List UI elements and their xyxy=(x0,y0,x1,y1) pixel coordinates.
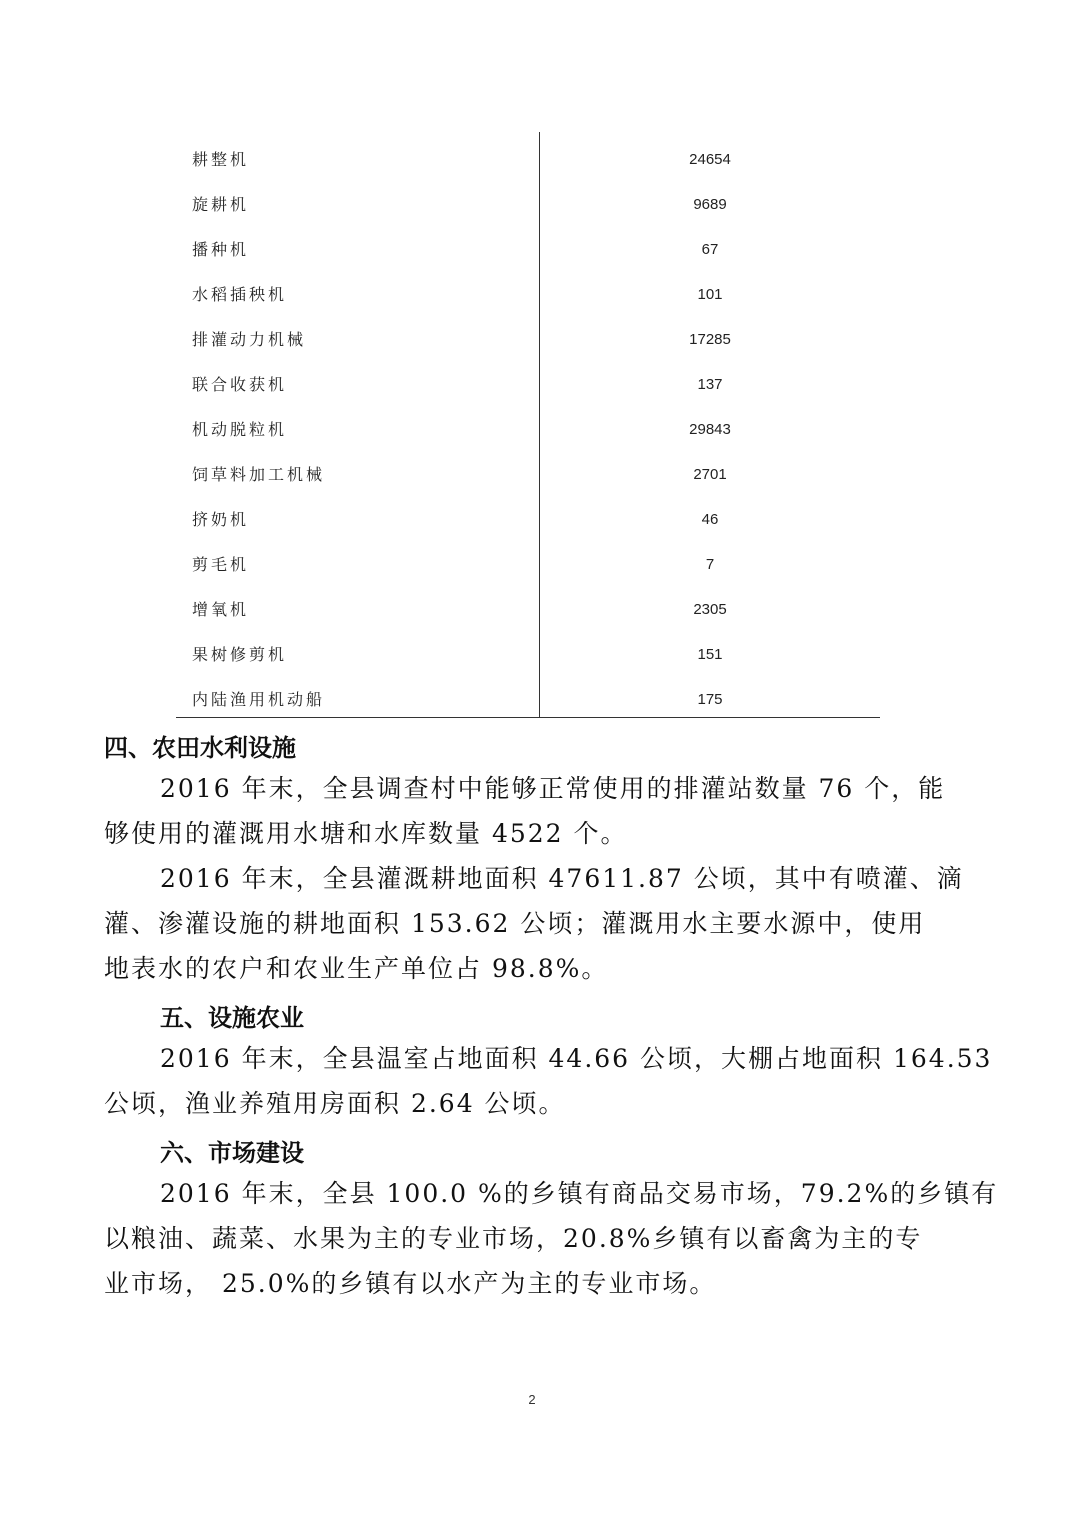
table-row xyxy=(176,542,880,587)
machinery-table xyxy=(176,132,880,718)
paragraph-line: 公顷，渔业养殖用房面积 2.64 公顷。 xyxy=(104,1089,566,1118)
machine-name: 排灌动力机械 xyxy=(192,330,307,349)
machine-name: 水稻插秧机 xyxy=(192,285,288,304)
table-row xyxy=(176,227,880,272)
table-row xyxy=(176,362,880,407)
machine-count: 24654 xyxy=(689,151,731,168)
machine-count: 7 xyxy=(705,556,715,573)
section-heading-market: 六、市场建设 xyxy=(160,1139,304,1167)
table-row xyxy=(176,677,880,722)
machine-name: 机动脱粒机 xyxy=(192,420,288,439)
paragraph-line: 以粮油、蔬菜、水果为主的专业市场，20.8%乡镇有以畜禽为主的专 xyxy=(104,1224,923,1253)
paragraph-line: 灌、渗灌设施的耕地面积 153.62 公顷；灌溉用水主要水源中，使用 xyxy=(104,909,926,938)
table-row xyxy=(176,632,880,677)
machine-count: 175 xyxy=(697,691,723,708)
irrigation-paragraph-2 xyxy=(104,856,964,991)
machine-count: 67 xyxy=(701,241,719,258)
machine-name: 挤奶机 xyxy=(192,510,250,529)
table-row xyxy=(176,272,880,317)
machine-name: 耕整机 xyxy=(192,150,250,169)
paragraph-line: 2016 年末，全县灌溉耕地面积 47611.87 公顷，其中有喷灌、滴 xyxy=(160,864,964,893)
table-row xyxy=(176,497,880,542)
machine-count: 17285 xyxy=(689,331,731,348)
section-heading-facility-agriculture: 五、设施农业 xyxy=(160,1004,304,1032)
paragraph-line: 业市场， 25.0%的乡镇有以水产为主的专业市场。 xyxy=(104,1269,717,1298)
paragraph-line: 够使用的灌溉用水塘和水库数量 4522 个。 xyxy=(104,819,628,848)
machine-name: 增氧机 xyxy=(192,600,250,619)
page-number: 2 xyxy=(528,1392,536,1407)
table-row xyxy=(176,182,880,227)
table-row xyxy=(176,587,880,632)
machine-count: 29843 xyxy=(689,421,731,438)
machine-name: 旋耕机 xyxy=(192,195,250,214)
table-bottom-border xyxy=(176,717,880,718)
table-row xyxy=(176,407,880,452)
irrigation-paragraph-1 xyxy=(104,766,964,856)
machine-count: 9689 xyxy=(693,196,727,213)
machine-count: 151 xyxy=(697,646,723,663)
machine-count: 101 xyxy=(697,286,723,303)
machine-name: 饲草料加工机械 xyxy=(192,465,326,484)
table-row xyxy=(176,137,880,182)
machine-count: 137 xyxy=(697,376,723,393)
table-row xyxy=(176,317,880,362)
paragraph-line: 2016 年末，全县 100.0 %的乡镇有商品交易市场，79.2%的乡镇有 xyxy=(160,1179,999,1208)
table-row xyxy=(176,452,880,497)
market-paragraph xyxy=(104,1171,999,1306)
machine-name: 联合收获机 xyxy=(192,375,288,394)
paragraph-line: 地表水的农户和农业生产单位占 98.8%。 xyxy=(104,954,609,983)
machine-count: 2701 xyxy=(693,466,727,483)
paragraph-line: 2016 年末，全县温室占地面积 44.66 公顷，大棚占地面积 164.53 xyxy=(160,1044,993,1073)
section-heading-irrigation: 四、农田水利设施 xyxy=(104,734,296,762)
machine-count: 2305 xyxy=(693,601,727,618)
facility-paragraph xyxy=(104,1036,993,1126)
machine-name: 内陆渔用机动船 xyxy=(192,690,326,709)
paragraph-line: 2016 年末，全县调查村中能够正常使用的排灌站数量 76 个，能 xyxy=(160,774,946,803)
machine-name: 果树修剪机 xyxy=(192,645,288,664)
machine-count: 46 xyxy=(701,511,719,528)
machine-name: 播种机 xyxy=(192,240,250,259)
machine-name: 剪毛机 xyxy=(192,555,250,574)
